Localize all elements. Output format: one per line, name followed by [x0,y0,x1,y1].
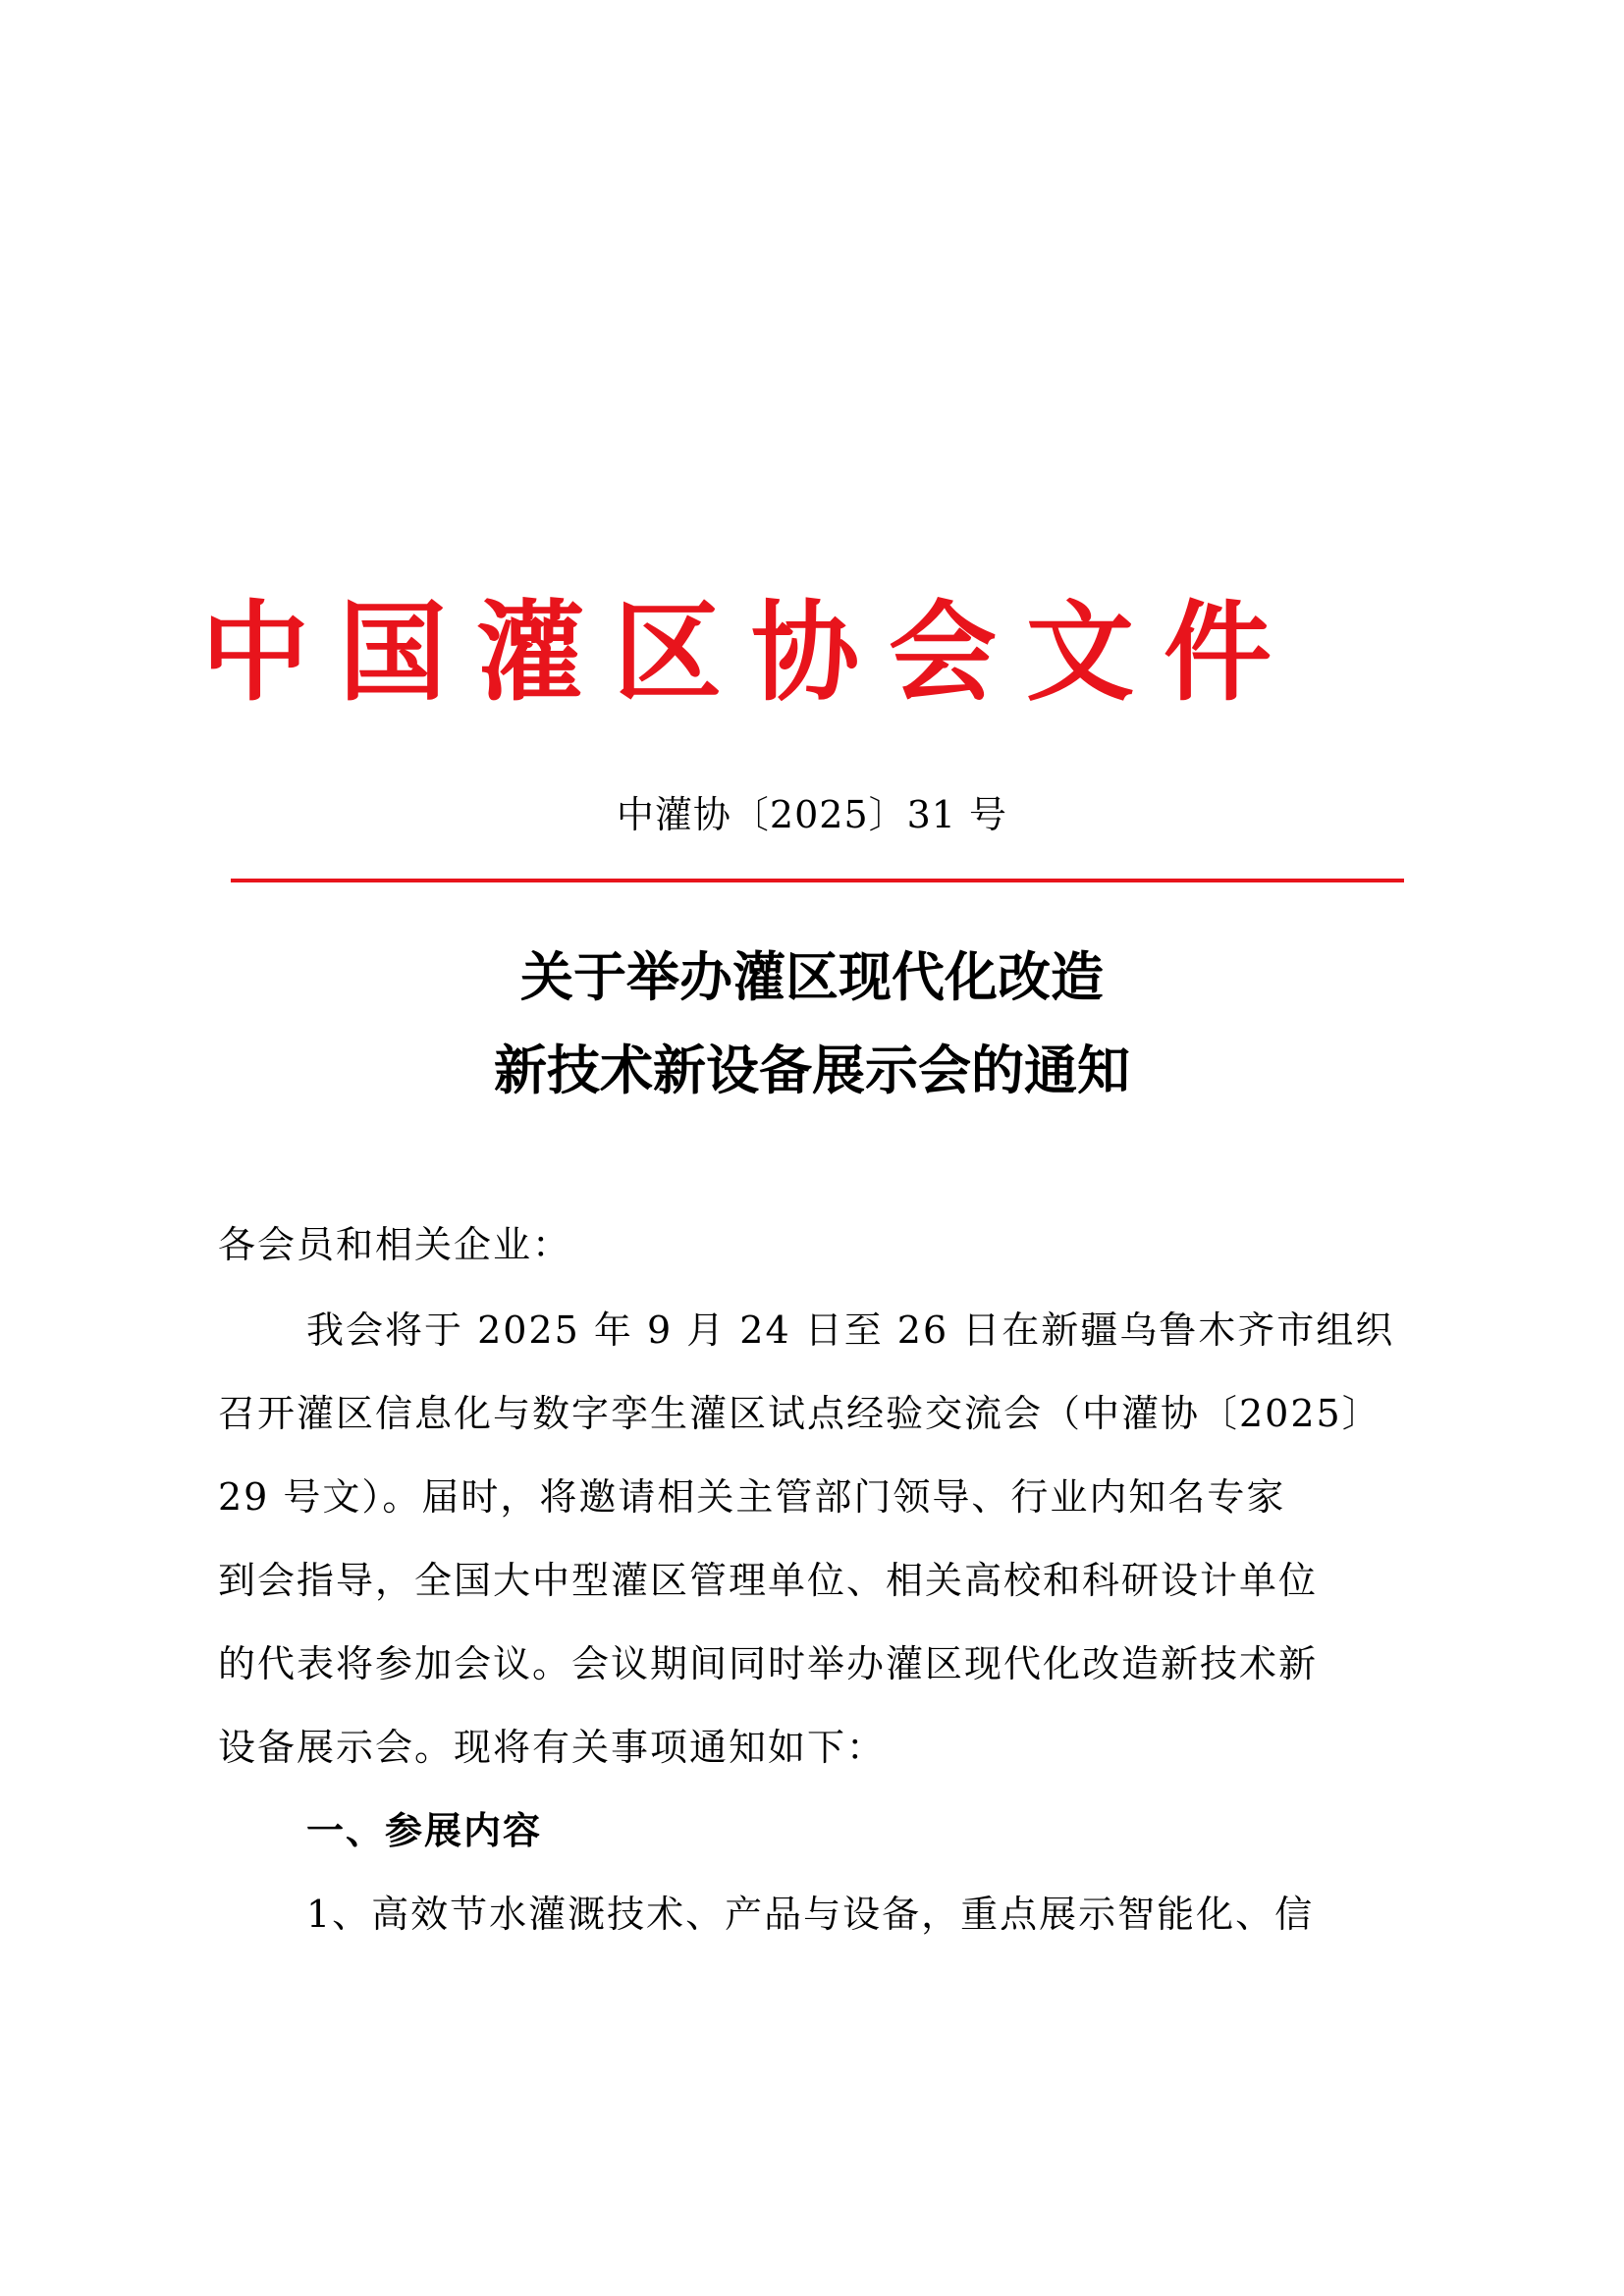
paragraph-line: 29 号文）。届时，将邀请相关主管部门领导、行业内知名专家 [218,1475,1286,1519]
red-separator-line [231,879,1404,882]
section-heading: 一、参展内容 [306,1809,543,1852]
list-item-line: 1、高效节水灌溉技术、产品与设备，重点展示智能化、信 [306,1893,1315,1936]
notice-title-line-1: 关于举办灌区现代化改造 [520,945,1104,1008]
salutation: 各会员和相关企业： [218,1223,572,1266]
document-number: 中灌协〔2025〕31 号 [616,793,1008,836]
paragraph-line: 召开灌区信息化与数字孪生灌区试点经验交流会（中灌协〔2025〕 [218,1392,1381,1435]
paragraph-line: 设备展示会。现将有关事项通知如下： [218,1726,887,1769]
paragraph-line: 的代表将参加会议。会议期间同时举办灌区现代化改造新技术新 [218,1642,1319,1685]
document-masthead: 中国灌区协会文件 [201,590,1301,716]
paragraph-line: 到会指导，全国大中型灌区管理单位、相关高校和科研设计单位 [218,1559,1319,1602]
notice-title-line-2: 新技术新设备展示会的通知 [494,1039,1130,1101]
paragraph-line: 我会将于 2025 年 9 月 24 日至 26 日在新疆乌鲁木齐市组织 [306,1308,1395,1352]
